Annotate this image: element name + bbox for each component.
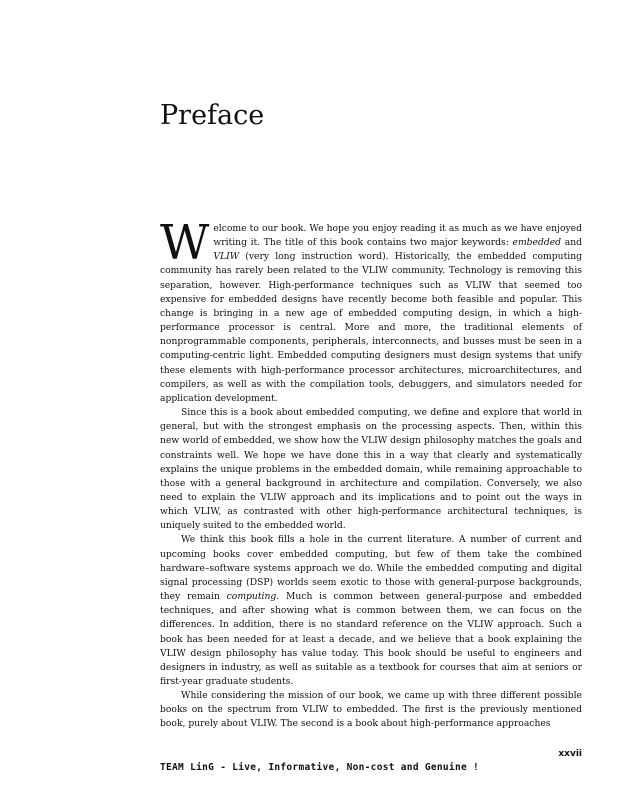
paragraph-2: Since this is a book about embedded computing, we define and explore that world in general, but with the strongest emphasis on the processing aspects. Then, within this new world of embedded, we show how the VLIW design philosophy matches the goals and constraints well. We hope we have done this in a way that clearly and systematically explains the unique problems in the embedded domain, while remaining approachable to those with a general background in architecture and compilation. Conversely, we also need to explain the VLIW approach and its implications and to point out the ways in which VLIW, as contrasted with other high-performance architectural techniques, is uniquely suited to the embedded world. (160, 407, 582, 532)
body-text (160, 215, 582, 732)
drop-cap: W (160, 215, 210, 271)
p3-text-2: . Much is common between general-purpose and embedded techniques, and after showing what is common between them, we can focus on the differences. In addition, there is no standard reference on the VLIW approach. Such a book has been needed for at least a decade, and we believe that a book explaining the VLIW design philosophy has value today. This book should be useful to engineers and designers in industry, as well as suitable as a textbook for courses that aim at seniors or first-year graduate students. (160, 591, 582, 687)
page-number: xxvii (558, 749, 582, 759)
p3-emphasis-computing: computing (226, 591, 277, 603)
paragraph-3 (160, 533, 582, 689)
p1-text-2: and (561, 237, 582, 249)
p1-emphasis-embedded: embedded (512, 237, 562, 249)
chapter-title: Preface (160, 100, 265, 131)
footer-watermark: TEAM LinG - Live, Informative, Non-cost and Genuine ! (160, 762, 480, 773)
p3-text-1: We think this book fills a hole in the current literature. A number of current and upcoming books cover embedded computing, but few of them take the combined hardware–software systems approach we do. While the embedded computing and digital signal processing (DSP) worlds seem exotic to those with general-purpose backgrounds, they remain (160, 534, 582, 603)
paragraph-1 (160, 215, 582, 406)
p1-text-1: elcome to our book. We hope you enjoy reading it as much as we have enjoyed writing it. The title of this book contains two major keywords: (213, 223, 582, 249)
paragraph-4: While considering the mission of our book, we came up with three different possible books on the spectrum from VLIW to embedded. The first is the previously mentioned book, purely about VLIW. The second is a book about high-performance approaches (160, 690, 582, 730)
p1-text-3: (very long instruction word). Historically, the embedded computing community has rarely been related to the VLIW community. Technology is removing this separation, however. High-performance techniques such as VLIW that seemed too expensive for embedded designs have recently become both feasible and popular. This change is bringing in a new age of embedded computing design, in which a high-performance processor is central. More and more, the traditional elements of nonprogrammable components, peripherals, interconnects, and busses must be seen in a computing-centric light. Embedded computing designers must design systems that unify these elements with high-performance processor architectures, microarchitectures, and compilers, as well as with the compilation tools, debuggers, and simulators needed for application development. (160, 251, 582, 404)
p1-emphasis-vliw: VLIW (213, 251, 240, 263)
